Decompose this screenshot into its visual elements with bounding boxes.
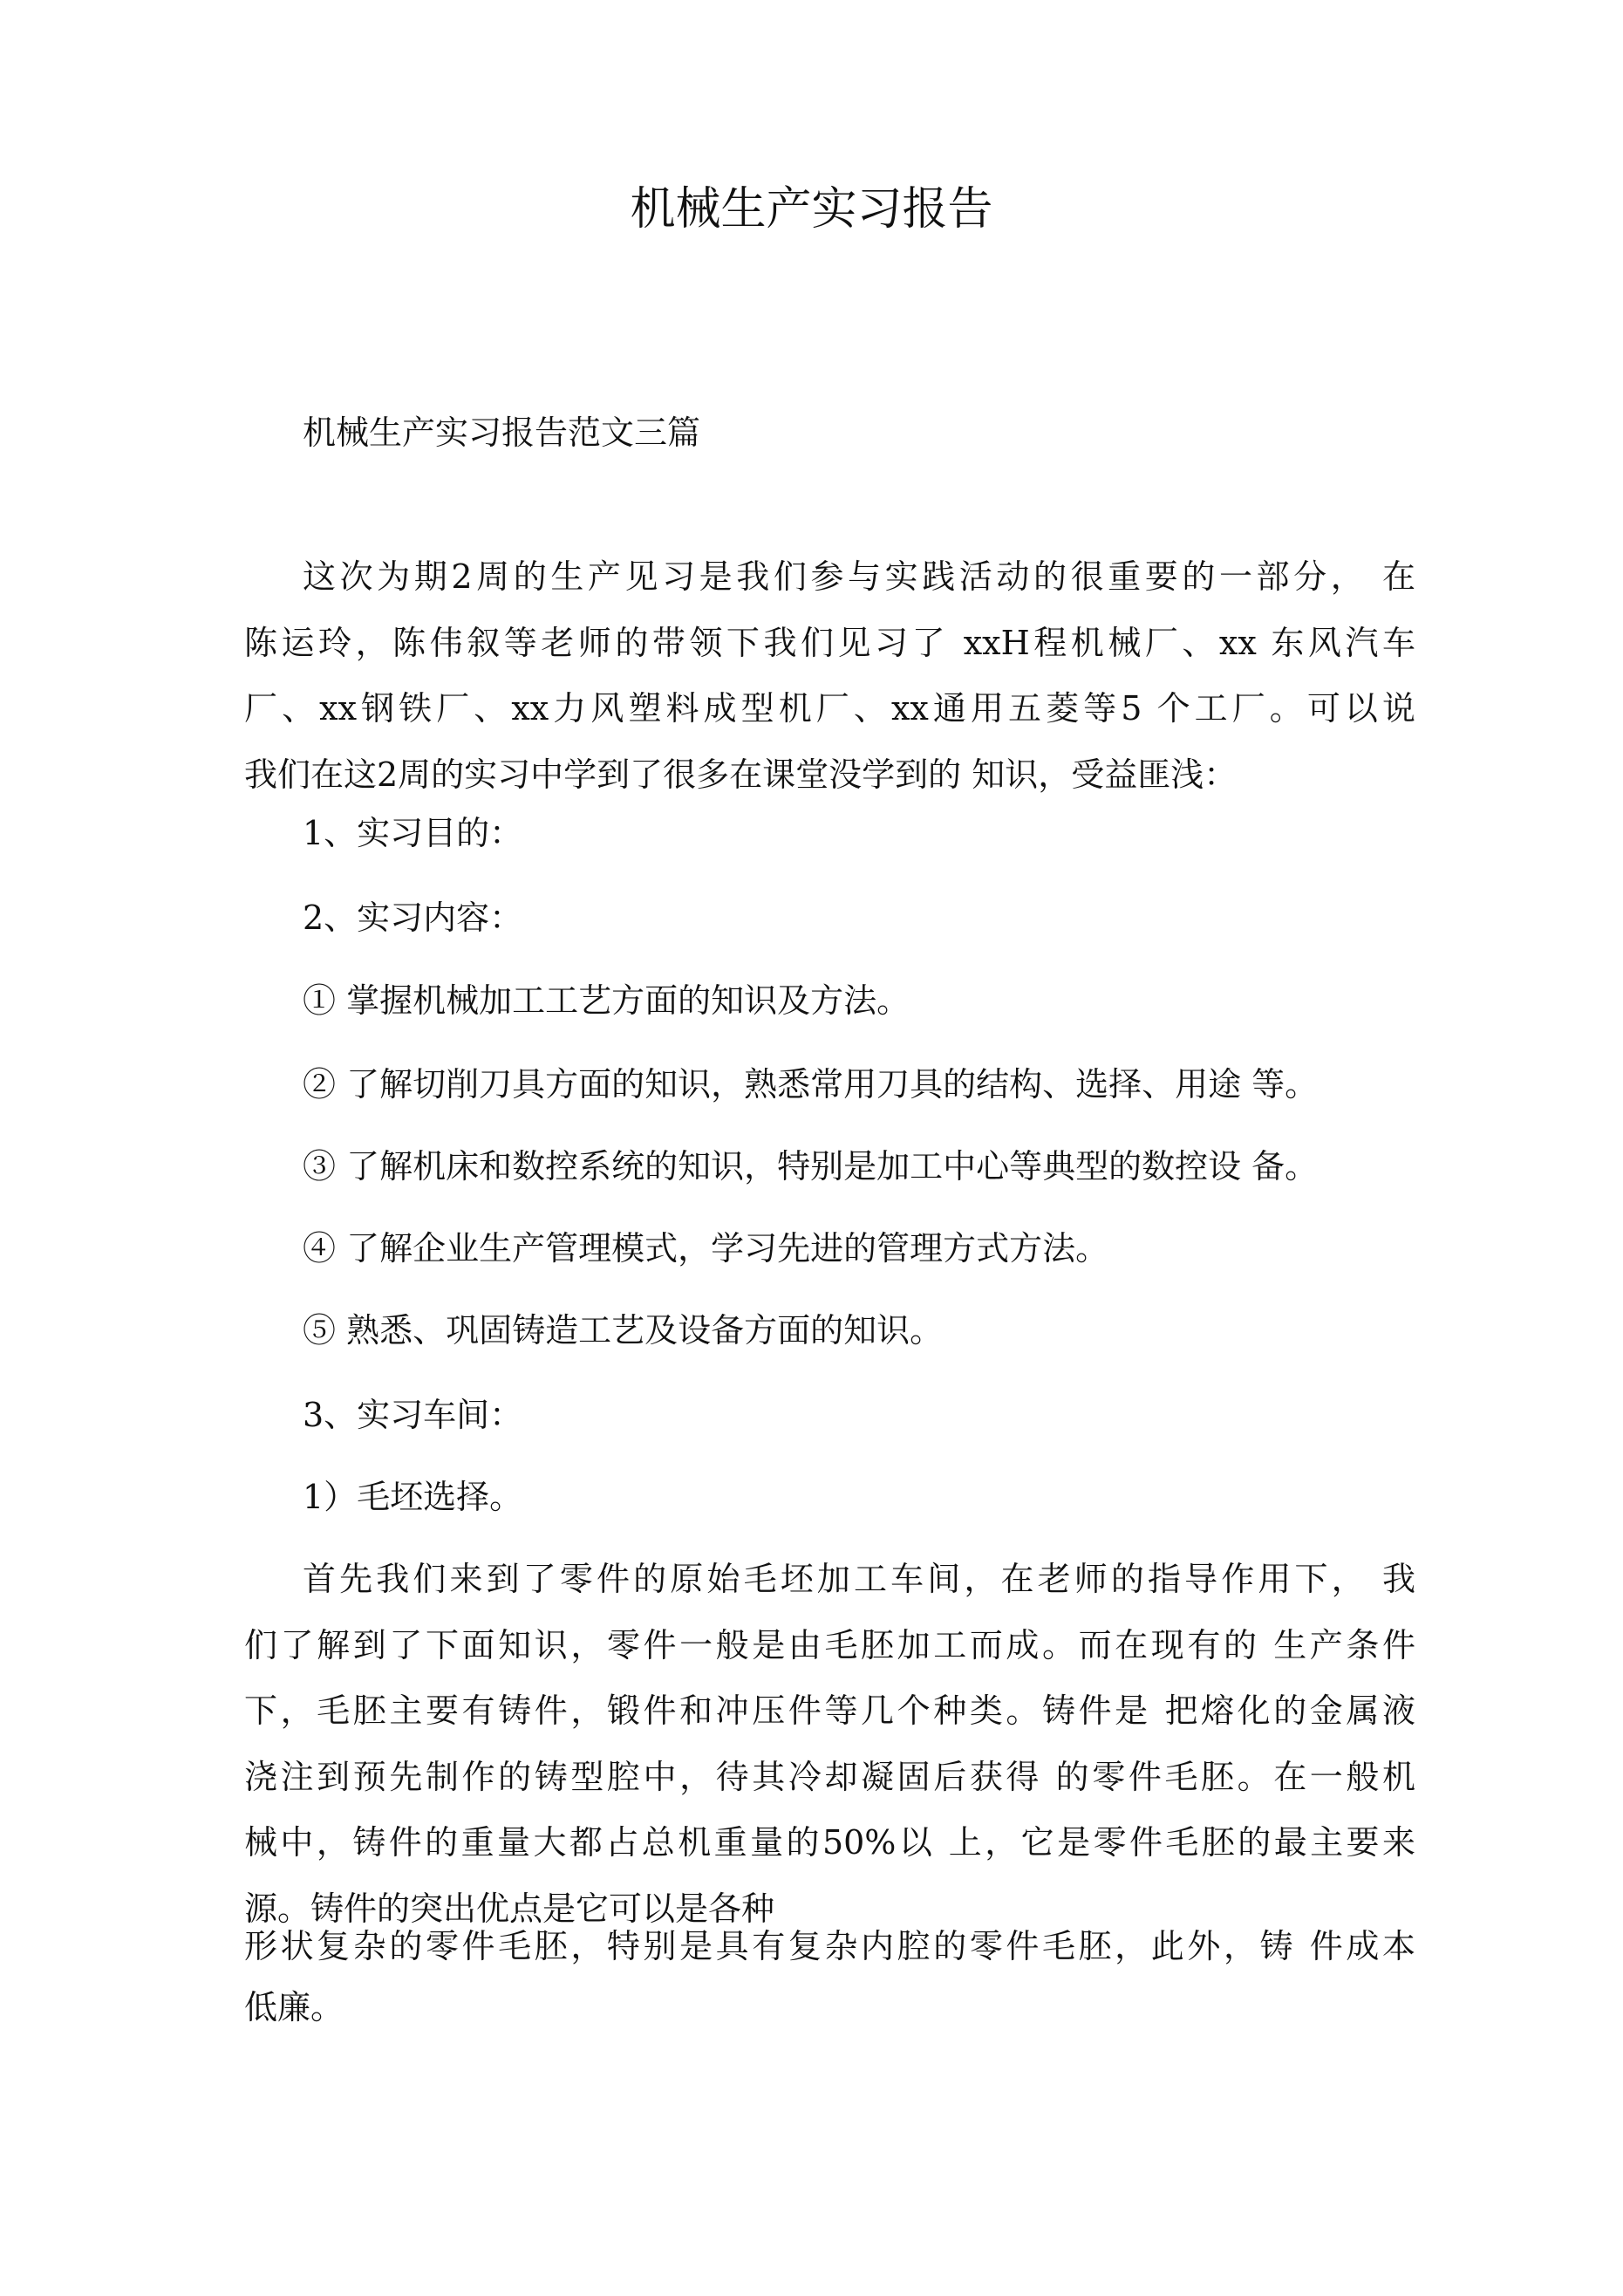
paragraph-1-line: 厂、xx钢铁厂、xx力风塑料成型机厂、xx通用五菱等5 个工厂。可以说: [244, 689, 1415, 728]
paragraph-2-line: 首先我们来到了零件的原始毛坯加工车间，在老师的指导作用下， 我: [303, 1560, 1415, 1598]
list-item: 2、实习内容：: [303, 899, 523, 937]
subtitle: 机械生产实习报告范文三篇: [303, 413, 701, 452]
paragraph-3-line: 形状复杂的零件毛胚，特别是具有复杂内腔的零件毛胚，此外，铸 件成本: [244, 1927, 1415, 1965]
list-item: 1）毛坯选择。: [303, 1478, 523, 1516]
list-item: ③ 了解机床和数控系统的知识，特别是加工中心等典型的数控设 备。: [303, 1147, 1319, 1186]
paragraph-1-line: 我们在这2周的实习中学到了很多在课堂没学到的 知识，受益匪浅：: [244, 755, 1238, 794]
paragraph-2-line: 械中，铸件的重量大都占总机重量的50%以 上，它是零件毛胚的最主要来: [244, 1823, 1415, 1862]
list-item: 3、实习车间：: [303, 1396, 523, 1434]
paragraph-2-line: 下，毛胚主要有铸件，锻件和冲压件等几个种类。铸件是 把熔化的金属液: [244, 1691, 1415, 1730]
list-item: ④ 了解企业生产管理模式，学习先进的管理方式方法。: [303, 1229, 1109, 1268]
paragraph-2-line: 浇注到预先制作的铸型腔中，待其冷却凝固后获得 的零件毛胚。在一般机: [244, 1757, 1415, 1796]
paragraph-1-line: 陈运玲，陈伟叙等老师的带领下我们见习了 xxH程机械厂、xx 东风汽车: [244, 623, 1415, 662]
list-item: 1、实习目的：: [303, 814, 523, 852]
paragraph-3-line: 低廉。: [244, 1988, 344, 2026]
paragraph-2-line: 源。铸件的突出优点是它可以是各种: [244, 1889, 775, 1928]
list-item: ⑤ 熟悉、巩固铸造工艺及设备方面的知识。: [303, 1311, 944, 1350]
paragraph-2-line: 们了解到了下面知识，零件一般是由毛胚加工而成。而在现有的 生产条件: [244, 1625, 1415, 1664]
paragraph-1-line: 这次为期2周的生产见习是我们参与实践活动的很重要的一部分， 在: [303, 557, 1415, 596]
list-item: ② 了解切削刀具方面的知识，熟悉常用刀具的结构、选择、用途 等。: [303, 1065, 1319, 1104]
document-title: 机械生产实习报告: [630, 183, 993, 236]
list-item: ① 掌握机械加工工艺方面的知识及方法。: [303, 981, 910, 1020]
